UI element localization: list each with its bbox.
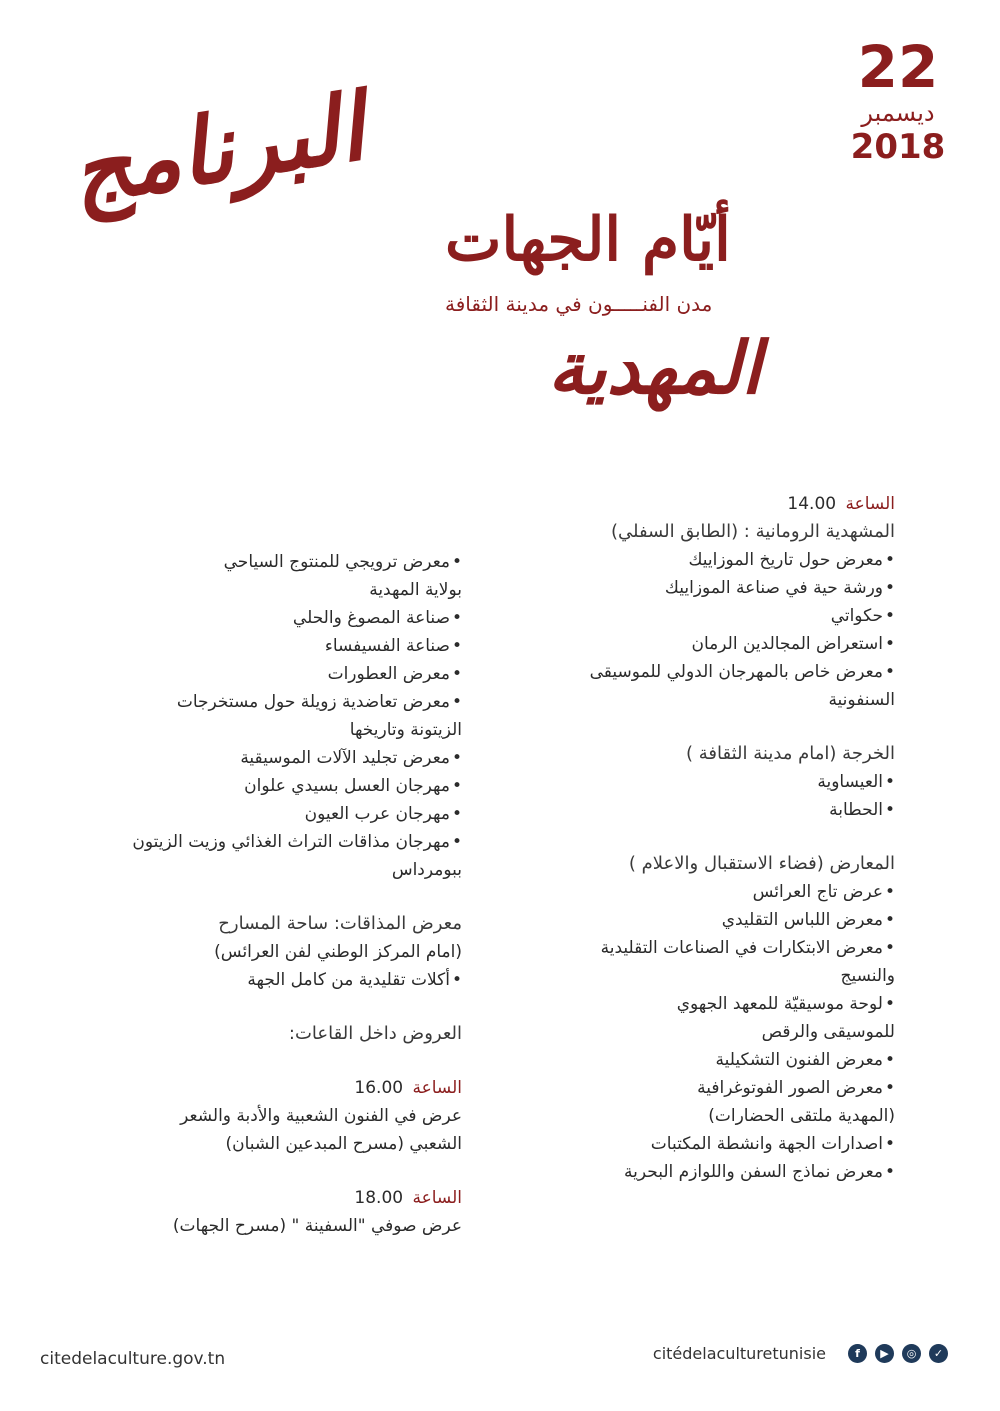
list-item: • العيساوية bbox=[515, 768, 895, 796]
time-value: 16.00 bbox=[354, 1078, 404, 1098]
list-item: • معرض ترويجي للمنتوج السياحي bbox=[62, 548, 462, 576]
list-item: • عرض تاج العرائس bbox=[515, 878, 895, 906]
date-year: 2018 bbox=[850, 127, 946, 167]
list-item: • معرض العطورات bbox=[62, 660, 462, 688]
website-link[interactable]: citedelaculture.gov.tn bbox=[40, 1349, 226, 1369]
section-heading: الخرجة (امام مدينة الثقافة ) bbox=[686, 743, 895, 764]
facebook-icon[interactable]: f bbox=[848, 1344, 867, 1363]
item-list bbox=[515, 768, 895, 824]
list-item: • معرض نماذج السفن واللوازم البحرية bbox=[515, 1158, 895, 1186]
left-section-2 bbox=[62, 910, 462, 994]
youtube-icon[interactable]: ▶ bbox=[875, 1344, 894, 1363]
time-line bbox=[62, 1074, 462, 1102]
date-block bbox=[838, 33, 958, 167]
list-item: • اصدارات الجهة وانشطة المكتبات bbox=[515, 1130, 895, 1158]
section-heading: معرض المذاقات: ساحة المسارح bbox=[218, 913, 462, 934]
list-item: • معرض تعاضدية زويلة حول مستخرجات bbox=[62, 688, 462, 716]
time-line bbox=[515, 490, 895, 518]
list-item: بولاية المهدية bbox=[369, 580, 462, 600]
instagram-icon[interactable]: ◎ bbox=[902, 1344, 921, 1363]
list-item: الزيتونة وتاريخها bbox=[349, 720, 462, 740]
list-item: (المهدية ملتقى الحضارات) bbox=[708, 1106, 895, 1126]
right-column bbox=[515, 490, 895, 1212]
left-section-1 bbox=[62, 548, 462, 884]
list-item: (امام المركز الوطني لفن العرائس) bbox=[214, 942, 462, 962]
time-label: الساعة bbox=[412, 1188, 462, 1208]
section-heading: المشهدية الرومانية : (الطابق السفلي) bbox=[610, 521, 895, 542]
list-item: • معرض تجليد الآلات الموسيقية bbox=[62, 744, 462, 772]
left-column bbox=[62, 548, 462, 1266]
twitter-icon[interactable]: ✓ bbox=[929, 1344, 948, 1363]
list-item: • الحطابة bbox=[515, 796, 895, 824]
list-item: • صناعة المصوغ والحلي bbox=[62, 604, 462, 632]
time-value: 14.00 bbox=[787, 494, 837, 514]
time-value: 18.00 bbox=[354, 1188, 404, 1208]
date-day: 22 bbox=[857, 33, 939, 101]
section-heading: العروض داخل القاعات: bbox=[288, 1023, 462, 1044]
program-title: البرنامج bbox=[63, 72, 372, 226]
left-section-3 bbox=[62, 1020, 462, 1048]
right-section-1 bbox=[515, 490, 895, 714]
list-item: • معرض الصور الفوتوغرافية bbox=[515, 1074, 895, 1102]
list-item: السنفونية bbox=[828, 690, 895, 710]
time-label: الساعة bbox=[845, 494, 895, 514]
item-list bbox=[62, 548, 462, 884]
list-item: • مهرجان العسل بسيدي علوان bbox=[62, 772, 462, 800]
show-line: الشعبي (مسرح المبدعين الشبان) bbox=[225, 1134, 462, 1154]
right-section-2 bbox=[515, 740, 895, 824]
list-item: • معرض الابتكارات في الصناعات التقليدية bbox=[515, 934, 895, 962]
list-item: • لوحة موسيقيّة للمعهد الجهوي bbox=[515, 990, 895, 1018]
section-heading: المعارض (فضاء الاستقبال والاعلام ) bbox=[628, 853, 895, 874]
list-item: • معرض خاص بالمهرجان الدولي للموسيقى bbox=[515, 658, 895, 686]
list-item: ببومرداس bbox=[391, 860, 462, 880]
show-line: عرض صوفي "السفينة " (مسرح الجهات) bbox=[172, 1216, 462, 1236]
right-section-3 bbox=[515, 850, 895, 1186]
list-item: • صناعة الفسيفساء bbox=[62, 632, 462, 660]
list-item: • أكلات تقليدية من كامل الجهة bbox=[62, 966, 462, 994]
list-item: • مهرجان عرب العيون bbox=[62, 800, 462, 828]
time-label: الساعة bbox=[412, 1078, 462, 1098]
list-item: • معرض حول تاريخ الموزاييك bbox=[515, 546, 895, 574]
list-item: • ورشة حية في صناعة الموزاييك bbox=[515, 574, 895, 602]
list-item: • استعراض المجالدين الرمان bbox=[515, 630, 895, 658]
show-line: عرض في الفنون الشعبية والأدبة والشعر bbox=[180, 1106, 462, 1126]
region-title: المهدية bbox=[548, 325, 762, 410]
social-bar bbox=[653, 1344, 948, 1363]
time-line bbox=[62, 1184, 462, 1212]
event-subtitle: مدن الفنـــــون في مدينة الثقافة bbox=[445, 292, 713, 316]
item-list bbox=[515, 546, 895, 714]
item-list bbox=[62, 938, 462, 994]
list-item: للموسيقى والرقص bbox=[761, 1022, 895, 1042]
list-item: والنسيج bbox=[840, 966, 895, 986]
list-item: • مهرجان مذاقات التراث الغذائي وزيت الزيتون bbox=[62, 828, 462, 856]
date-month: ديسمبر bbox=[861, 99, 935, 127]
show-1 bbox=[62, 1074, 462, 1158]
event-title: أيّام الجهات bbox=[445, 205, 731, 275]
show-2 bbox=[62, 1184, 462, 1240]
list-item: • معرض اللباس التقليدي bbox=[515, 906, 895, 934]
item-list bbox=[515, 878, 895, 1186]
list-item: • حكواتي bbox=[515, 602, 895, 630]
list-item: • معرض الفنون التشكيلية bbox=[515, 1046, 895, 1074]
social-handle[interactable]: citédelaculturetunisie bbox=[652, 1344, 826, 1363]
